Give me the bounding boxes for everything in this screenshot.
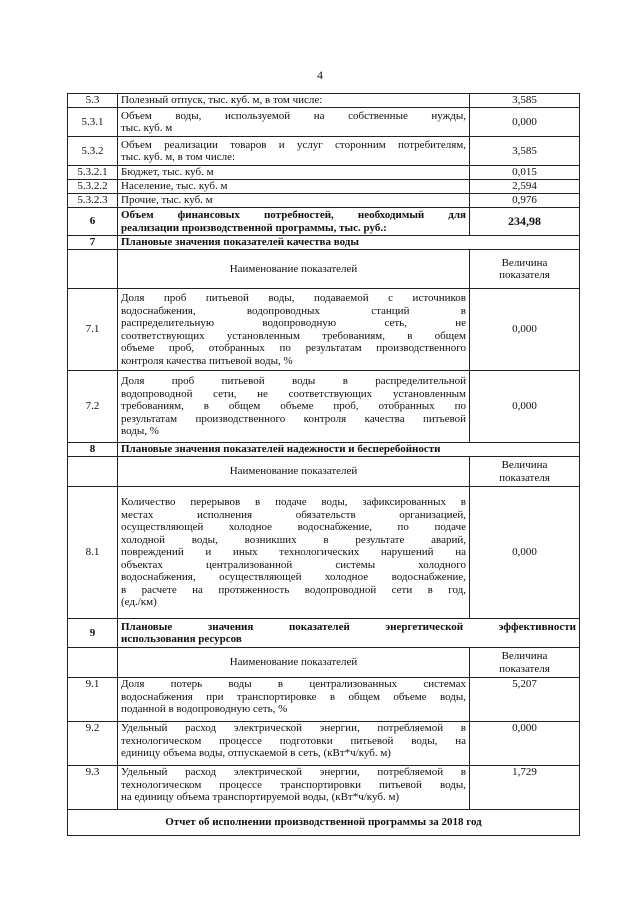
column-header-name: Наименование показателей (118, 457, 470, 487)
row-name-line: реализации производственной программы, тыс. руб.: (121, 221, 387, 234)
row-number: 5.3.2.1 (68, 166, 118, 180)
row-name-line: технологическом процессе транспортировки питьевой воды, (121, 778, 466, 791)
row-name-line: (ед./км) (121, 596, 157, 609)
row-name (118, 371, 470, 443)
row-name-line: Доля проб питьевой воды в распределительной (121, 375, 466, 388)
row-value: 1,729 (470, 766, 580, 810)
row-name: Население, тыс. куб. м (118, 180, 470, 194)
row-name (118, 766, 470, 810)
table-row (68, 722, 580, 766)
table-row (68, 371, 580, 443)
row-name: Полезный отпуск, тыс. куб. м, в том числе: (118, 94, 470, 108)
column-header-row (68, 250, 580, 289)
row-name-line: тыс. куб. м, в том числе: (121, 151, 236, 163)
row-value: 0,000 (470, 722, 580, 766)
row-value: 234,98 (470, 208, 580, 236)
row-value: 5,207 (470, 678, 580, 722)
row-name-line: Удельный расход электрической энергии, потребляемой в (121, 722, 466, 734)
column-header-value-line: Величина (501, 650, 548, 662)
table-row (68, 208, 580, 236)
row-name-line: Объем воды, используемой на собственные нужды, (121, 109, 466, 122)
row-value: 2,594 (470, 180, 580, 194)
column-header-name: Наименование показателей (118, 648, 470, 678)
empty-cell (68, 250, 118, 289)
row-name-line: контроля качества питьевой воды, % (121, 354, 293, 367)
row-name-line: водоснабжения при транспортировке в общем объеме воды, (121, 690, 466, 703)
section-title (118, 619, 580, 648)
row-number: 9.1 (68, 678, 118, 722)
report-title-row (68, 810, 580, 836)
section-header-row (68, 619, 580, 648)
table-row (68, 180, 580, 194)
empty-cell (68, 457, 118, 487)
row-value: 0,015 (470, 166, 580, 180)
row-name-line: водоснабжения, водопроводных станций в (121, 304, 466, 317)
column-header-value-line: Величина (501, 459, 548, 471)
row-name-line: объеме проб, отобранных по результатам производственного (121, 342, 466, 354)
table-row (68, 137, 580, 166)
row-name (118, 108, 470, 137)
row-name (118, 137, 470, 166)
table-row (68, 487, 580, 619)
section-header-row (68, 236, 580, 250)
row-name: Прочие, тыс. куб. м (118, 194, 470, 208)
program-table (67, 93, 580, 836)
row-value: 0,000 (470, 487, 580, 619)
row-name (118, 289, 470, 371)
row-number: 7.2 (68, 371, 118, 443)
column-header-value-line: показателя (499, 471, 550, 484)
row-name: Бюджет, тыс. куб. м (118, 166, 470, 180)
column-header-value (470, 250, 580, 289)
row-value: 0,000 (470, 289, 580, 371)
row-name (118, 678, 470, 722)
row-name-line: местах исполнения обязательств организацией, (121, 508, 466, 521)
row-number: 5.3.2.3 (68, 194, 118, 208)
row-name-line: Доля потерь воды в централизованных системах (121, 678, 466, 690)
row-value: 3,585 (470, 137, 580, 166)
row-number: 9.2 (68, 722, 118, 766)
row-name-line: воды, % (121, 425, 159, 438)
section-title-line: использования ресурсов (121, 633, 242, 645)
table-row (68, 678, 580, 722)
column-header-value-line: показателя (499, 662, 550, 675)
row-name-line: тыс. куб. м (121, 122, 173, 134)
column-header-value (470, 648, 580, 678)
row-value: 0,000 (470, 371, 580, 443)
column-header-value (470, 457, 580, 487)
row-value: 3,585 (470, 94, 580, 108)
table-row (68, 194, 580, 208)
row-name (118, 208, 470, 236)
column-header-value-line: Величина (501, 256, 548, 269)
row-number: 8.1 (68, 487, 118, 619)
table-row (68, 166, 580, 180)
row-name-line: результатам производственного контроля качества питьевой (121, 412, 466, 425)
column-header-value-line: показателя (499, 269, 550, 281)
row-name-line: объектах централизованной системы холодного (121, 558, 466, 571)
page-number: 4 (317, 68, 323, 82)
row-name-line: Объем финансовых потребностей, необходимый для (121, 209, 466, 221)
row-name-line: повреждений и иных технологических нарушений на (121, 546, 466, 559)
column-header-row (68, 457, 580, 487)
section-title: Плановые значения показателей качества воды (118, 236, 580, 250)
row-name-line: осуществляющей холодное водоснабжение, по подаче (121, 521, 466, 534)
table-row (68, 289, 580, 371)
column-header-row (68, 648, 580, 678)
row-name-line: водоснабжения, осуществляющей холодное водоснабжение, (121, 571, 466, 584)
column-header-name: Наименование показателей (118, 250, 470, 289)
row-name (118, 487, 470, 619)
row-name-line: на единицу объема транспортируемой воды, (кВт*ч/куб. м) (121, 791, 400, 803)
section-number: 8 (68, 443, 118, 457)
row-number: 5.3 (68, 94, 118, 108)
section-number: 7 (68, 236, 118, 250)
row-name-line: единицу объема воды, отпускаемой в сеть, (кВт*ч/куб. м) (121, 747, 391, 759)
row-name-line: распределительную водопроводную сеть, не (121, 317, 466, 329)
section-title: Плановые значения показателей надежности и бесперебойности (118, 443, 580, 457)
row-number: 6 (68, 208, 118, 236)
section-number: 9 (68, 619, 118, 648)
row-value: 0,000 (470, 108, 580, 137)
row-name-line: в расчете на протяженность водопроводной сети в год, (121, 583, 466, 596)
row-number: 5.3.2 (68, 137, 118, 166)
row-name-line: Доля проб питьевой воды, подаваемой с источников (121, 292, 466, 304)
row-name-line: Удельный расход электрической энергии, потребляемой в (121, 766, 466, 778)
row-value: 0,976 (470, 194, 580, 208)
row-number: 5.3.1 (68, 108, 118, 137)
row-name (118, 722, 470, 766)
row-name-line: требованиям, в общем объеме проб, отобранных по (121, 400, 466, 413)
row-name-line: Количество перерывов в подаче воды, зафиксированных в (121, 496, 466, 509)
row-number: 9.3 (68, 766, 118, 810)
row-name-line: поданной в водопроводную сеть, % (121, 703, 288, 715)
row-number: 5.3.2.2 (68, 180, 118, 194)
section-title-line: Плановые значения показателей энергетической эффективности (121, 620, 576, 633)
row-name-line: соответствующих установленным требованиям, в общем (121, 329, 466, 342)
row-name-line: холодной воды, возникших в результате аварий, (121, 533, 466, 546)
empty-cell (68, 648, 118, 678)
report-title: Отчет об исполнении производственной программы за 2018 год (68, 810, 580, 836)
section-header-row (68, 443, 580, 457)
row-name-line: технологическом процессе подготовки питьевой воды, на (121, 734, 466, 747)
row-name-line: Объем реализации товаров и услуг сторонним потребителям, (121, 138, 466, 151)
row-name-line: водопроводной сети, не соответствующих установленным (121, 387, 466, 400)
table-row (68, 766, 580, 810)
table-row (68, 108, 580, 137)
row-number: 7.1 (68, 289, 118, 371)
table-row (68, 94, 580, 108)
